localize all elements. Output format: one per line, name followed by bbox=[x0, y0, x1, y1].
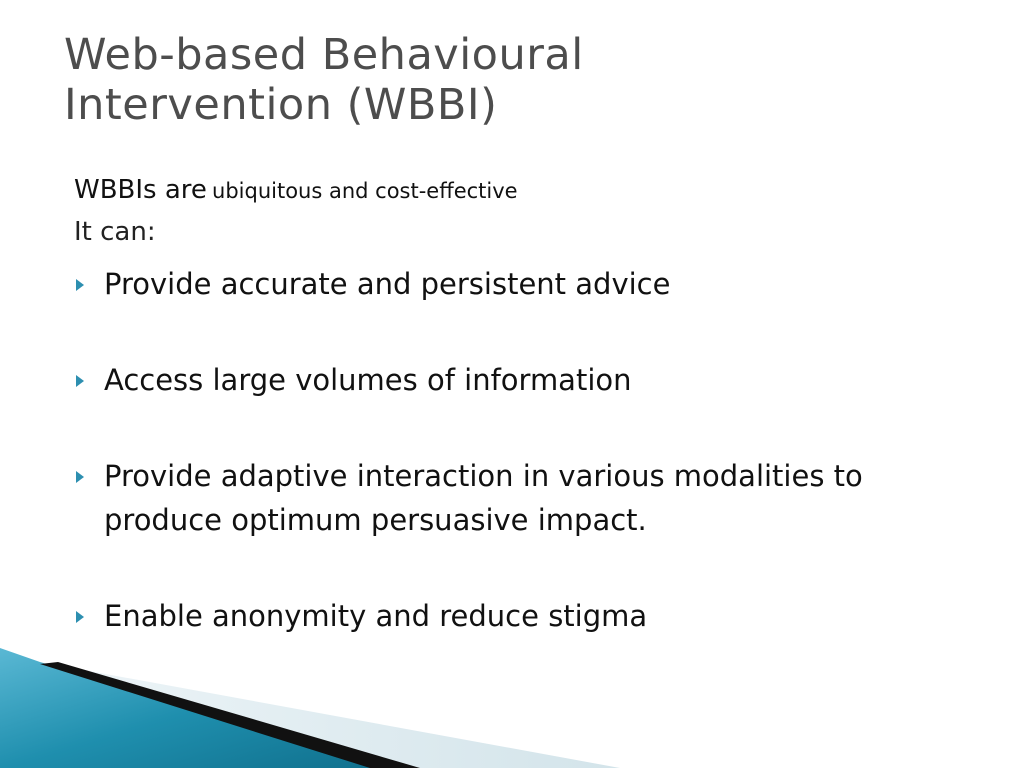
triangle-right-icon bbox=[76, 279, 84, 291]
bullet-item bbox=[74, 262, 974, 306]
intro-line-1 bbox=[74, 170, 954, 210]
intro-subject: WBBIs are bbox=[74, 175, 207, 205]
triangle-right-icon bbox=[76, 611, 84, 623]
bullet-text: Provide adaptive interaction in various modalities to produce optimum persuasive impact. bbox=[104, 459, 863, 537]
intro-line-2: It can: bbox=[74, 217, 156, 247]
bullet-text: Provide accurate and persistent advice bbox=[104, 267, 671, 301]
triangle-right-icon bbox=[76, 375, 84, 387]
slide-title-line-1: Web-based Behavioural bbox=[64, 30, 584, 80]
decor-teal-wedge bbox=[0, 648, 400, 768]
bullet-list bbox=[74, 262, 974, 638]
bullet-text: Access large volumes of information bbox=[104, 363, 632, 397]
triangle-right-icon bbox=[76, 471, 84, 483]
slide-title bbox=[64, 30, 964, 130]
decor-dark-stripe bbox=[40, 662, 420, 768]
bullet-text: Enable anonymity and reduce stigma bbox=[104, 599, 648, 633]
bullet-item bbox=[74, 454, 974, 542]
intro-text bbox=[74, 170, 954, 254]
intro-description: ubiquitous and cost-effective bbox=[212, 179, 518, 203]
decor-light-stripe bbox=[40, 662, 620, 768]
bullet-item bbox=[74, 358, 974, 402]
slide-title-line-2: Intervention (WBBI) bbox=[64, 80, 498, 130]
bullet-item bbox=[74, 594, 974, 638]
